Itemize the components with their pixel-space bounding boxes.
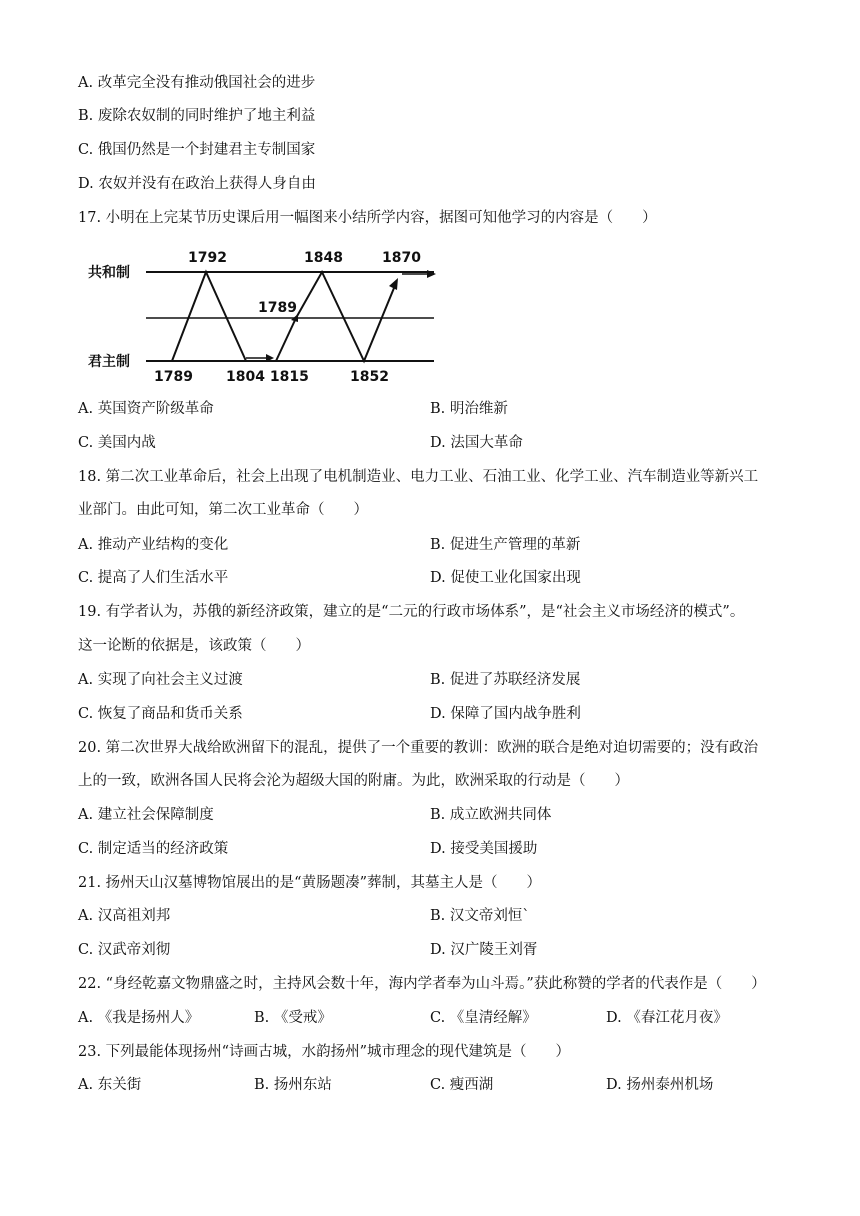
q21-stem: 21. 扬州天山汉墓博物馆展出的是“黄肠题凑”葬制，其墓主人是（ ） (78, 875, 541, 891)
q18-stem-line1: 18. 第二次工业革命后，社会上出现了电机制造业、电力工业、石油工业、化学工业、汽车制造业等新兴工 (78, 469, 759, 485)
q23-option-b: B. 扬州东站 (254, 1077, 332, 1093)
q16-option-d: D. 农奴并没有在政治上获得人身自由 (78, 176, 316, 192)
q21-option-c: C. 汉武帝刘彻 (78, 942, 171, 958)
q18-option-b: B. 促进生产管理的革新 (430, 537, 581, 553)
diagram-year-top-3: 1870 (382, 250, 421, 266)
diagram-year-bottom-3: 1852 (350, 369, 389, 385)
q17-option-a: A. 英国资产阶级革命 (78, 401, 214, 417)
q23-option-a: A. 东关街 (78, 1077, 142, 1093)
q20-option-a: A. 建立社会保障制度 (78, 807, 214, 823)
q20-option-b: B. 成立欧洲共同体 (430, 807, 552, 823)
q18-option-c: C. 提高了人们生活水平 (78, 570, 229, 586)
q22-option-a: A. 《我是扬州人》 (78, 1010, 200, 1026)
diagram-year-mid: 1789 (258, 300, 297, 316)
q19-stem-line2: 这一论断的依据是，该政策（ ） (78, 638, 310, 654)
q20-stem-line2: 上的一致，欧洲各国人民将会沦为超级大国的附庸。为此，欧洲采取的行动是（ ） (78, 773, 629, 789)
q23-option-c: C. 瘦西湖 (430, 1077, 494, 1093)
q18-option-a: A. 推动产业结构的变化 (78, 537, 229, 553)
q22-option-c: C. 《皇清经解》 (430, 1010, 537, 1026)
q17-option-b: B. 明治维新 (430, 401, 508, 417)
q19-option-d: D. 保障了国内战争胜利 (430, 706, 581, 722)
q21-option-d: D. 汉广陵王刘胥 (430, 942, 538, 958)
q22-option-b: B. 《受戒》 (254, 1010, 332, 1026)
q18-option-d: D. 促使工业化国家出现 (430, 570, 581, 586)
diagram-year-top-2: 1848 (304, 250, 343, 266)
diagram-year-bottom-1: 1789 (154, 369, 193, 385)
q18-stem-line2: 业部门。由此可知，第二次工业革命（ ） (78, 502, 368, 518)
q20-option-d: D. 接受美国援助 (430, 841, 538, 857)
diagram-year-top-1: 1792 (188, 250, 227, 266)
q16-option-c: C. 俄国仍然是一个封建君主专制国家 (78, 142, 316, 158)
q22-stem: 22. “身经乾嘉文物鼎盛之时，主持风会数十年，海内学者奉为山斗焉。”获此称赞的学者的代表作是（ ） (78, 976, 766, 992)
diagram-year-bottom-2: 1804 1815 (226, 369, 309, 385)
q20-option-c: C. 制定适当的经济政策 (78, 841, 229, 857)
q22-option-d: D. 《春江花月夜》 (606, 1010, 728, 1026)
q21-option-a: A. 汉高祖刘邦 (78, 908, 171, 924)
diagram-label-republic: 共和制 (88, 265, 130, 281)
q23-option-d: D. 扬州泰州机场 (606, 1077, 714, 1093)
q17-option-c: C. 美国内战 (78, 435, 156, 451)
q17-option-d: D. 法国大革命 (430, 435, 523, 451)
q16-option-b: B. 废除农奴制的同时维护了地主利益 (78, 108, 316, 124)
q19-option-c: C. 恢复了商品和货币关系 (78, 706, 243, 722)
diagram-label-monarchy: 君主制 (88, 354, 130, 370)
q20-stem-line1: 20. 第二次世界大战给欧洲留下的混乱，提供了一个重要的教训：欧洲的联合是绝对迫切需要的；没有政治 (78, 740, 759, 756)
q19-option-b: B. 促进了苏联经济发展 (430, 672, 581, 688)
q16-option-a: A. 改革完全没有推动俄国社会的进步 (78, 75, 316, 91)
q19-stem-line1: 19. 有学者认为，苏俄的新经济政策，建立的是“二元的行政市场体系”，是“社会主义市场经济的模式”。 (78, 604, 745, 620)
q17-stem: 17. 小明在上完某节历史课后用一幅图来小结所学内容，据图可知他学习的内容是（ ） (78, 210, 657, 226)
q23-stem: 23. 下列最能体现扬州“诗画古城，水韵扬州”城市理念的现代建筑是（ ） (78, 1044, 570, 1060)
q19-option-a: A. 实现了向社会主义过渡 (78, 672, 243, 688)
q17-regime-diagram (84, 240, 444, 385)
q21-option-b: B. 汉文帝刘恒` (430, 908, 530, 924)
